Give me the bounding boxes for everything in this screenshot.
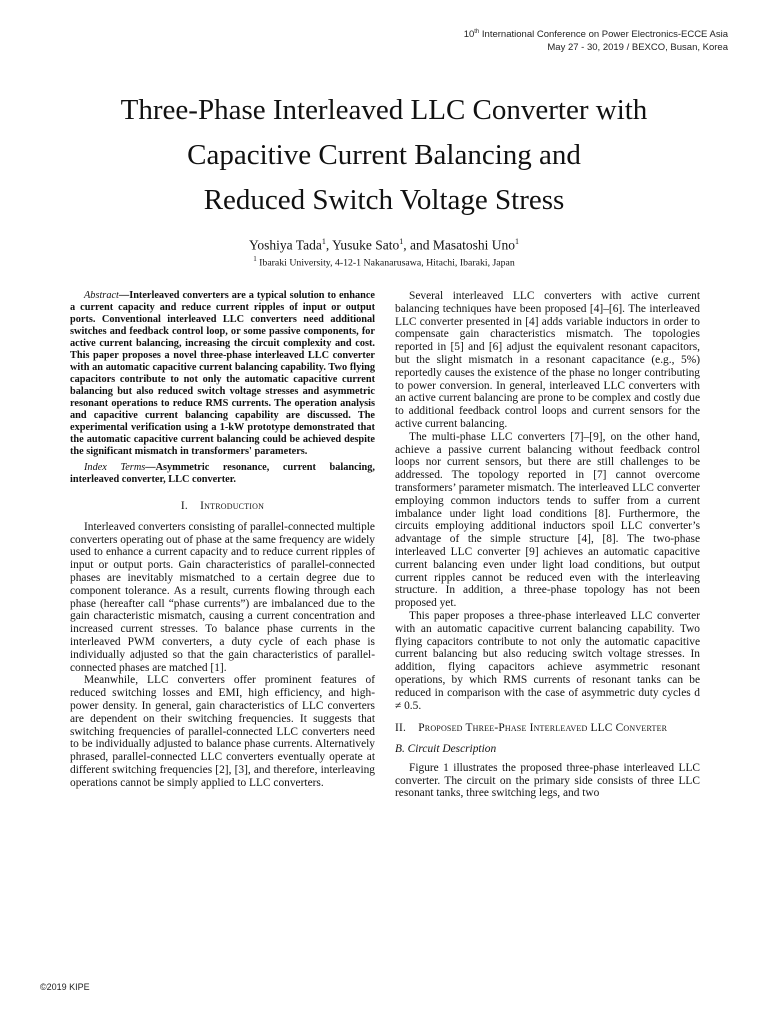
right-paragraph-3: This paper proposes a three-phase interleaved LLC converter with an automatic capacitive current balancing capability. Two flying capacitors contribute to not only the automatic capacitive current balancing but also reducing switch voltage stresses. In addition, flying capacitors achieve asymmetric resonant operations, by which RMS currents of resonant tanks can be reduced in comparison with the case of asymmetric duty cycles d ≠ 0.5. <box>395 609 700 712</box>
right-column <box>395 290 700 800</box>
subsection-heading-circuit: B. Circuit Description <box>395 743 497 756</box>
index-terms-label: Index Terms <box>84 462 146 473</box>
right-paragraph-1: Several interleaved LLC converters with active current balancing techniques have been proposed [4]–[6]. The interleaved LLC converter presented in [4] adds variable inductors in order to compensate gain characteristics mismatch. The topologies reported in [5] and [6] adjust the equivalent resonant capacitors, but the slight mismatch in a resonant capacitance (e.g., 5%) reportedly causes the existence of the phase no longer contributing to power conversion. In general, interleaved LLC converters with an active current balancing are prone to be complex and costly due to additional feedback control loops and current sensors for the active current balancing. <box>395 290 700 430</box>
left-column <box>70 290 375 790</box>
intro-paragraph-1: Interleaved converters consisting of parallel-connected multiple converters operating out of phase at the same frequency are widely used to enhance a current capacity and to reduce current ripples of input or output ports. Gain characteristics of parallel-connected phases are inevitably mismatched to a certain degree due to component tolerance. As a result, currents flowing through each phase (hereafter call “phase currents”) are imbalanced due to the gain characteristic mismatch, causing a current concentration and increased current stresses. To balance phase currents in the interleaved PWM converters, a duty cycle of each phase is individually adjusted so that the gain characteristics of parallel-connected phases are matched [1]. <box>70 520 375 674</box>
title-line-1: Three-Phase Interleaved LLC Converter with <box>120 94 648 126</box>
abstract-label: Abstract <box>84 290 119 301</box>
conference-header <box>464 26 728 54</box>
conference-line-2: May 27 - 30, 2019 / BEXCO, Busan, Korea <box>547 42 728 54</box>
right-paragraph-2: The multi-phase LLC converters [7]–[9], on the other hand, achieve a passive current balancing without feedback control loops nor current sensors, but there are still challenges to be addressed. The topology reported in [7] cannot overcome transformers’ parameter mismatch. The interleaved LLC converter employing common inductors tends to suffer from a current imbalance under light load conditions [8]. Furthermore, the circuits employing additional inductors spoil LLC converter’s advantage of the simple structure [4], [8]. The two-phase interleaved LLC converter [9] achieves an automatic capacitive current balancing even under light load conditions, but output current ripples cannot be reduced even with the interleaving structure. In addition, a three-phase topology has not been proposed yet. <box>395 430 700 610</box>
affiliation: $^1$ Ibaraki University, 4-12-1 Nakanarusawa, Hitachi, Ibaraki, Japan <box>253 255 515 269</box>
index-terms: Index Terms—Asymmetric resonance, current balancing, interleaved converter, LLC converter. <box>70 462 375 485</box>
title-line-2: Capacitive Current Balancing and <box>187 139 581 171</box>
abstract: Abstract—Interleaved converters are a typical solution to enhance a current capacity and reduce current ripples of input or output ports. Conventional interleaved LLC converters need additional switches and feedback control loop, or some passive components, for active current balancing, increasing the circuit complexity and cost. This paper proposes a novel three-phase interleaved LLC converter with an automatic capacitive current balancing capability. Two flying capacitors contribute to not only the automatic capacitive current balancing but also reduced switch voltage stresses and asymmetric resonant operations to reduce RMS currents. The operation analysis and capacitive current balancing capability are discussed. The experimental verification using a 1-kW prototype demonstrated that the automatic capacitive current balancing could be achieved despite the significant mismatch in transformers' parameters. <box>70 290 375 457</box>
right-paragraph-4: Figure 1 illustrates the proposed three-phase interleaved LLC converter. The circuit on the primary side consists of three LLC resonant tanks, three switching legs, and two <box>395 761 700 800</box>
conference-line-1: 10th International Conference on Power Electronics-ECCE Asia <box>463 29 728 41</box>
title-line-3: Reduced Switch Voltage Stress <box>203 184 565 216</box>
section-heading-proposed: II. Proposed Three-Phase Interleaved LLC Converter <box>395 722 668 735</box>
paper-title <box>60 88 708 223</box>
intro-paragraph-2: Meanwhile, LLC converters offer prominent features of reduced switching losses and EMI, high efficiency, and high-power density. In general, gain characteristics of LLC converters are dependent on their switching frequencies. It suggests that switching frequencies of parallel-connected LLC converters need to be individually adjusted to balance phase currents. Alternatively phrased, parallel-connected LLC converters eventually operate at different switching frequencies [2], [3], and therefore, interleaving operations cannot be simply applied to LLC converters. <box>70 674 375 789</box>
copyright-footer: ©2019 KIPE <box>40 982 90 992</box>
section-heading-introduction: I. Introduction <box>180 500 265 512</box>
author-list: Yoshiya Tada$^1$, Yusuke Sato$^1$, and Masatoshi Uno$^1$ <box>249 237 519 253</box>
